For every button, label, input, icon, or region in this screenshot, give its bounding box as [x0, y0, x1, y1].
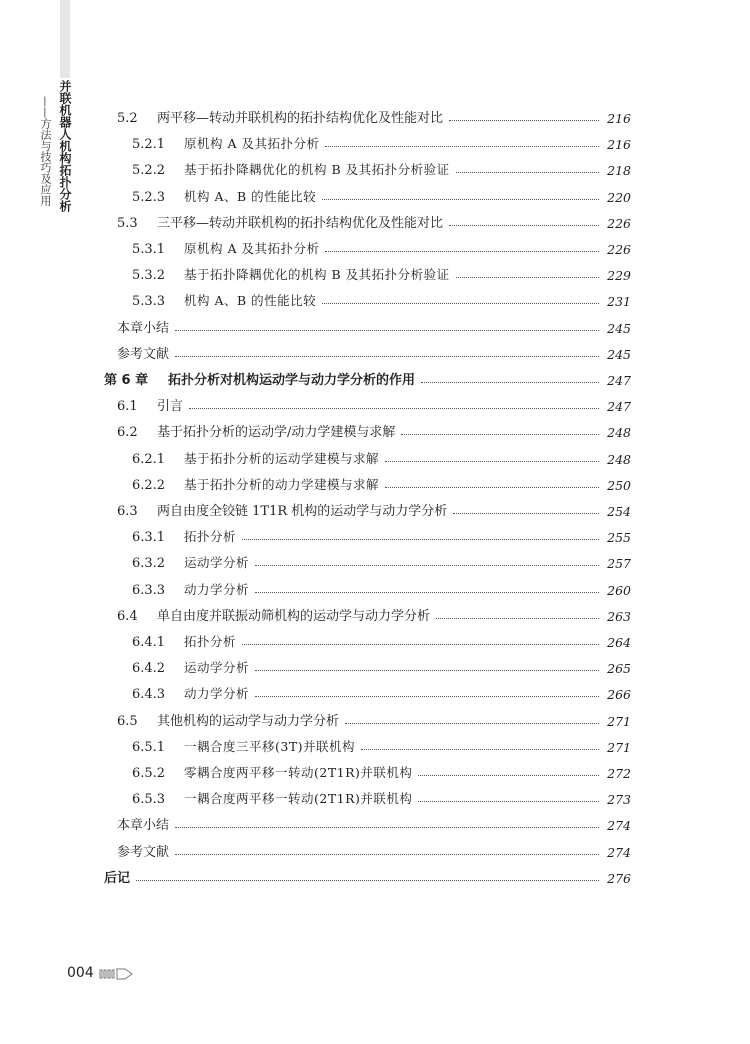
toc-leader-dots — [456, 172, 599, 173]
toc-entry-page: 255 — [607, 530, 631, 546]
toc-entry-number: 6.5.2 — [132, 766, 166, 781]
toc-entry-page: 245 — [607, 346, 631, 362]
toc-entry-title: 拓扑分析 — [184, 529, 237, 545]
toc-entry[interactable] — [132, 289, 631, 309]
toc-entry-page: 257 — [607, 556, 631, 572]
toc-entry[interactable] — [117, 342, 631, 362]
toc-entry-number: 6.4 — [117, 608, 138, 624]
toc-entry-title: 原机构 A 及其拓扑分析 — [184, 136, 320, 152]
toc-leader-dots — [322, 199, 599, 200]
toc-entry-title: 三平移—转动并联机构的拓扑结构优化及性能对比 — [157, 215, 444, 231]
toc-leader-dots — [456, 277, 599, 278]
toc-entry[interactable] — [117, 709, 631, 729]
toc-leader-dots — [361, 749, 599, 750]
toc-entry[interactable] — [132, 551, 631, 571]
toc-entry-page: 226 — [607, 242, 631, 257]
toc-entry-title: 基于拓扑降耦优化的机构 B 及其拓扑分析验证 — [184, 267, 450, 283]
toc-entry-page: 273 — [607, 792, 631, 808]
toc-leader-dots — [189, 408, 599, 409]
toc-entry-number: 6.4.2 — [132, 661, 166, 677]
toc-entry[interactable] — [132, 473, 631, 493]
page-number: 004 — [67, 965, 94, 981]
toc-entry-title: 机构 A、B 的性能比较 — [184, 188, 317, 204]
toc-entry[interactable] — [117, 840, 631, 860]
toc-leader-dots — [453, 513, 599, 514]
toc-leader-dots — [401, 434, 599, 435]
toc-entry[interactable] — [132, 787, 631, 807]
toc-entry-page: 263 — [607, 608, 631, 624]
toc-entry-title: 参考文献 — [117, 346, 170, 362]
toc-leader-dots — [436, 618, 599, 619]
toc-entry-number: 6.3.1 — [132, 530, 166, 546]
toc-entry-title: 参考文献 — [117, 844, 170, 860]
toc-leader-dots — [255, 670, 599, 671]
toc-entry[interactable] — [132, 158, 631, 178]
toc-entry-title: 两平移—转动并联机构的拓扑结构优化及性能对比 — [157, 111, 444, 126]
toc-entry-number: 6.2 — [117, 425, 138, 441]
toc-entry-title: 运动学分析 — [184, 555, 250, 571]
toc-entry-page: 231 — [607, 294, 631, 310]
toc-entry-page: 271 — [607, 739, 631, 755]
toc-entry[interactable] — [132, 656, 631, 676]
toc-entry-title: 本章小结 — [117, 818, 170, 834]
toc-entry-page: 248 — [607, 425, 631, 441]
toc-leader-dots — [255, 592, 599, 593]
toc-entry-number: 6.5 — [117, 713, 138, 729]
toc-entry[interactable] — [117, 813, 631, 833]
toc-entry-page: 226 — [607, 215, 631, 231]
toc-entry[interactable] — [132, 132, 631, 152]
toc-entry[interactable] — [132, 630, 631, 650]
toc-entry-title: 基于拓扑降耦优化的机构 B 及其拓扑分析验证 — [184, 162, 450, 178]
toc-entry-page: 272 — [607, 766, 631, 781]
toc-entry-title: 基于拓扑分析的运动学建模与求解 — [184, 450, 380, 466]
toc-entry-title: 基于拓扑分析的运动学/动力学建模与求解 — [157, 425, 396, 441]
toc-leader-dots — [175, 854, 599, 855]
toc-leader-dots — [325, 251, 599, 252]
toc-entry[interactable] — [132, 578, 631, 598]
toc-leader-dots — [136, 880, 599, 881]
toc-entry-title: 一耦合度两平移一转动(2T1R)并联机构 — [184, 791, 413, 807]
toc-entry-title: 拓扑分析 — [184, 634, 237, 649]
toc-entry-number: 6.4.3 — [132, 687, 166, 703]
toc-entry-number: 5.3.1 — [132, 242, 166, 257]
toc-entry[interactable] — [132, 735, 631, 755]
toc-entry-page: 218 — [607, 163, 631, 179]
toc-leader-dots — [449, 225, 599, 226]
toc-entry-title: 本章小结 — [117, 320, 170, 336]
toc-leader-dots — [421, 382, 599, 383]
toc-entry-page: 247 — [607, 373, 631, 388]
toc-entry[interactable] — [104, 866, 631, 886]
toc-entry-title: 动力学分析 — [184, 581, 250, 597]
toc-entry-title: 动力学分析 — [184, 686, 250, 702]
arrow-decor-icon — [99, 966, 135, 982]
toc-entry-number: 6.4.1 — [132, 635, 166, 650]
toc-entry-page: 254 — [607, 504, 631, 519]
toc-entry-page: 245 — [607, 320, 631, 336]
toc-leader-dots — [345, 723, 599, 724]
toc-entry[interactable] — [132, 761, 631, 781]
toc-entry-title: 零耦合度两平移一转动(2T1R)并联机构 — [184, 765, 413, 780]
toc-entry-number: 5.3.2 — [132, 268, 166, 284]
toc-entry-title: 后记 — [104, 870, 131, 886]
toc-entry-number: 5.3.3 — [132, 294, 166, 310]
toc-entry[interactable] — [117, 316, 631, 336]
toc-entry[interactable] — [132, 185, 631, 205]
toc-leader-dots — [418, 775, 599, 776]
toc-entry-title: 两自由度全铰链 1T1R 机构的运动学与动力学分析 — [157, 504, 448, 519]
side-decor-strip — [60, 0, 70, 78]
toc-entry-page: 265 — [607, 661, 631, 677]
toc-entry-page: 274 — [607, 844, 631, 860]
toc-entry[interactable] — [117, 499, 631, 519]
book-subtitle: ——方法与技巧及应用 — [39, 96, 52, 206]
toc-entry[interactable] — [104, 368, 631, 388]
toc-entry[interactable] — [132, 682, 631, 702]
toc-entry-title: 运动学分析 — [184, 660, 250, 676]
toc-entry-number: 5.2.2 — [132, 163, 166, 179]
toc-entry-number: 5.2.1 — [132, 137, 166, 153]
toc-entry-title: 拓扑分析对机构运动学与动力学分析的作用 — [168, 373, 416, 388]
toc-leader-dots — [255, 565, 599, 566]
toc-entry-number: 6.3 — [117, 504, 138, 519]
toc-leader-dots — [175, 827, 599, 828]
toc-entry-page: 229 — [607, 268, 631, 284]
toc-entry[interactable] — [132, 263, 631, 283]
toc-entry-title: 引言 — [157, 399, 184, 415]
toc-entry-page: 276 — [607, 870, 631, 886]
toc-leader-dots — [255, 696, 599, 697]
toc-entry-number: 6.3.2 — [132, 556, 166, 572]
toc-entry[interactable] — [117, 394, 631, 414]
toc-entry[interactable] — [132, 237, 631, 257]
toc-entry-number: 6.5.3 — [132, 792, 166, 808]
toc-entry-title: 一耦合度三平移(3T)并联机构 — [184, 738, 356, 754]
toc-leader-dots — [242, 539, 599, 540]
toc-entry-page: 216 — [607, 111, 631, 126]
toc-leader-dots — [449, 120, 599, 121]
book-title: 并联机器人机构拓扑分析 — [58, 80, 72, 212]
toc-entry-page: 248 — [607, 451, 631, 467]
toc-entry-page: 220 — [607, 189, 631, 205]
toc-entry-title: 其他机构的运动学与动力学分析 — [157, 713, 340, 729]
toc-entry-number: 6.3.3 — [132, 582, 166, 598]
toc-entry-number: 第 6 章 — [104, 373, 149, 388]
toc-leader-dots — [418, 801, 599, 802]
toc-entry-number: 5.3 — [117, 215, 138, 231]
toc-entry-page: 271 — [607, 713, 631, 729]
toc-entry-number: 6.1 — [117, 399, 138, 415]
toc-entry-page: 250 — [607, 477, 631, 493]
toc-entry-title: 原机构 A 及其拓扑分析 — [184, 241, 320, 256]
toc-entry-number: 5.2 — [117, 111, 138, 126]
toc-entry-number: 5.2.3 — [132, 189, 166, 205]
toc-leader-dots — [385, 487, 599, 488]
toc-entry-page: 247 — [607, 399, 631, 415]
toc-leader-dots — [322, 303, 599, 304]
toc-entry-page: 266 — [607, 687, 631, 703]
toc-entry-page: 216 — [607, 137, 631, 153]
toc-entry[interactable] — [132, 525, 631, 545]
toc-leader-dots — [175, 356, 599, 357]
toc-entry-number: 6.2.2 — [132, 477, 166, 493]
toc-entry-number: 6.5.1 — [132, 739, 166, 755]
toc-leader-dots — [325, 146, 599, 147]
toc-entry[interactable] — [117, 106, 631, 126]
toc-entry[interactable] — [117, 211, 631, 231]
toc-entry-title: 单自由度并联振动筛机构的运动学与动力学分析 — [157, 608, 431, 624]
toc-entry-title: 基于拓扑分析的动力学建模与求解 — [184, 476, 380, 492]
toc-entry-title: 机构 A、B 的性能比较 — [184, 293, 317, 309]
toc-entry[interactable] — [132, 447, 631, 467]
toc-leader-dots — [385, 461, 599, 462]
toc-entry-page: 264 — [607, 635, 631, 650]
toc-leader-dots — [175, 330, 599, 331]
toc-leader-dots — [242, 644, 599, 645]
toc-entry-number: 6.2.1 — [132, 451, 166, 467]
toc-entry[interactable] — [117, 604, 631, 624]
toc-entry-page: 260 — [607, 582, 631, 598]
toc-entry-page: 274 — [607, 818, 631, 834]
toc-entry[interactable] — [117, 420, 631, 440]
